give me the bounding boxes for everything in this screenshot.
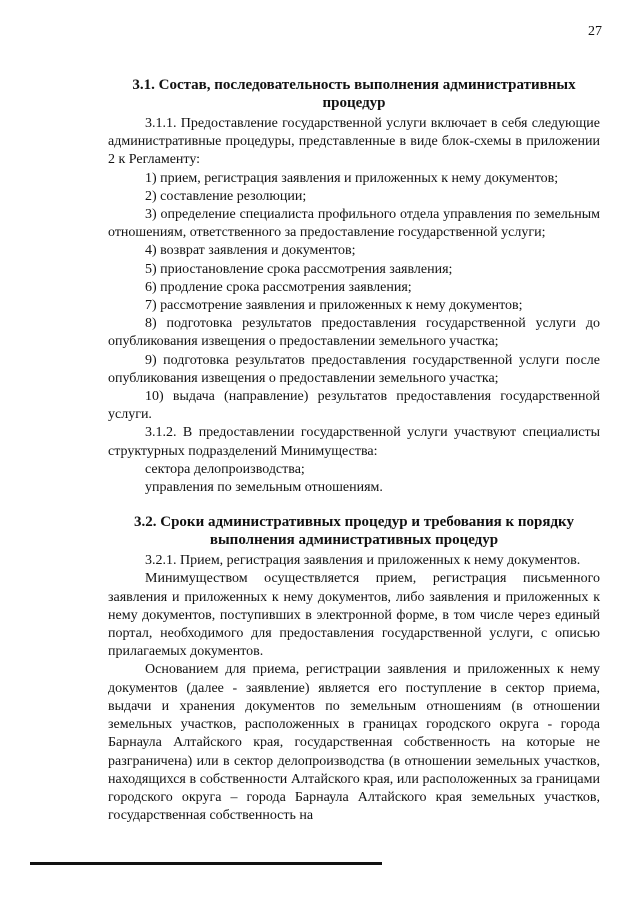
list-item-9: 9) подготовка результатов предоставления государственной услуги после опубликования извещения о предоставлении земельного участка; [108,352,600,386]
participant-item-1: сектора делопроизводства; [145,461,305,477]
list-item-4: 4) возврат заявления и документов; [145,243,356,259]
footer-divider [30,862,382,865]
section-heading-3-2: 3.2. Сроки административных процедур и требования к порядку выполнения административных процедур [134,514,574,549]
list-item-2: 2) составление резолюции; [145,188,307,204]
list-item-8: 8) подготовка результатов предоставления государственной услуги до опубликования извещения о предоставлении земельного участка; [108,316,600,350]
paragraph-basis: Основанием для приема, регистрации заявления и приложенных к нему документов (далее - заявление) является его поступление в сектор приема, выдачи и хранения документов по земельным отношениям (в отношении земельных участков, расположенных в границах городского округа - города Барнаула Алтайского края, государственная собственность на которые не разграничена) или в сектор делопроизводства (в отношении земельных участков, находящихся в собственности Алтайского края, или расположенных за границами городского округа – города Барнаула Алтайского края земельных участков, государственная собственность на [108,662,600,824]
page-number: 27 [588,24,602,39]
paragraph-reception: Минимуществом осуществляется прием, регистрация письменного заявления и приложенных к нему документов, либо заявления и приложенных к нему документов, поступивших в электронной форме, в том числе через единый портал, необходимого для предоставления государственной услуги, с описью прилагаемых документов. [108,571,600,660]
participant-item-2: управления по земельным отношениям. [145,480,383,496]
paragraph-3-2-1: 3.2.1. Прием, регистрация заявления и приложенных к нему документов. [145,553,581,569]
list-item-3: 3) определение специалиста профильного отдела управления по земельным отношениям, ответственного за предоставление государственной услуги; [108,207,600,241]
list-item-10: 10) выдача (направление) результатов предоставления государственной услуги. [108,389,600,423]
paragraph-3-1-2: 3.1.2. В предоставлении государственной услуги участвуют специалисты структурных подразделений Минимущества: [108,425,600,459]
document-body [108,76,600,825]
section-heading-3-1: 3.1. Состав, последовательность выполнения административных процедур [132,77,576,111]
paragraph-3-1-1: 3.1.1. Предоставление государственной услуги включает в себя следующие административные процедуры, представленные в виде блок-схемы в приложении 2 к Регламенту: [108,116,600,168]
list-item-6: 6) продление срока рассмотрения заявления; [145,279,412,295]
list-item-5: 5) приостановление срока рассмотрения заявления; [145,261,453,277]
list-item-7: 7) рассмотрение заявления и приложенных к нему документов; [145,298,523,314]
list-item-1: 1) прием, регистрация заявления и приложенных к нему документов; [145,170,559,186]
